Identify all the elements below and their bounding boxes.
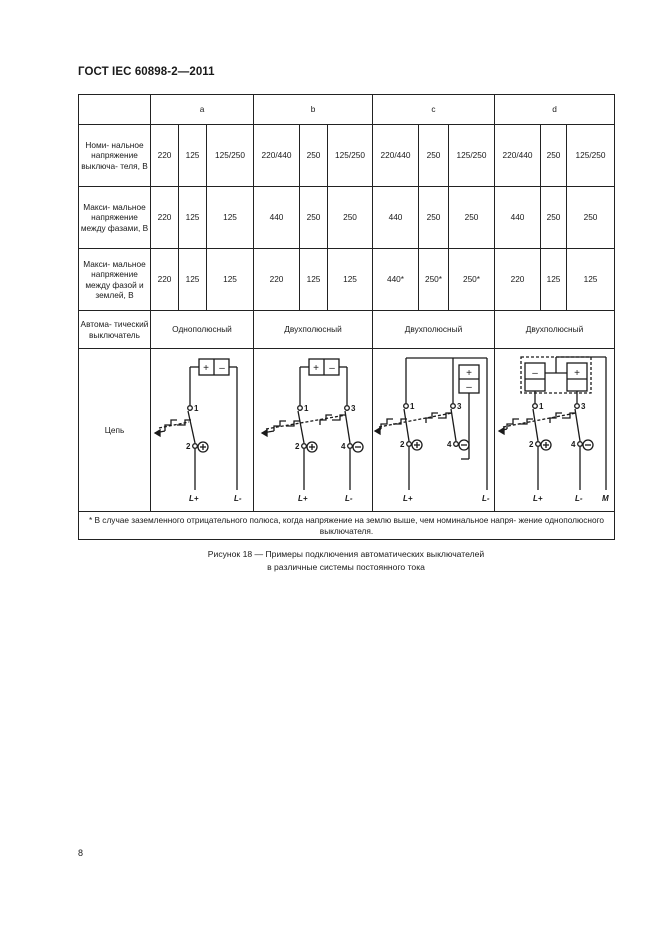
breaker-type-row (79, 311, 615, 349)
table-cell: 440 (495, 187, 541, 249)
corner-cell (79, 95, 151, 125)
battery-plus-label: + (313, 363, 319, 374)
table-cell: 220/440 (495, 125, 541, 187)
terminal-1-label: 1 (410, 402, 415, 411)
table-cell: 125 (179, 249, 207, 311)
battery-minus-label: – (532, 368, 538, 379)
table-cell: 125 (328, 249, 373, 311)
table-cell: 125 (207, 249, 254, 311)
bottom-left-label: L+ (189, 494, 199, 503)
page-number: 8 (78, 848, 84, 858)
battery-plus-label: + (466, 368, 472, 379)
row-label: Цепь (79, 349, 151, 512)
battery-minus-label: – (219, 363, 225, 374)
terminal-icon (451, 404, 456, 409)
table-cell: 125 (300, 249, 328, 311)
terminal-icon (298, 406, 303, 411)
breaker-type-c: Двухполюсный (373, 311, 495, 349)
table-cell: 125 (541, 249, 567, 311)
terminal-icon (404, 404, 409, 409)
bottom-right-label: L- (234, 494, 242, 503)
battery-minus-label: – (466, 382, 472, 393)
table-cell: 220 (151, 187, 179, 249)
table-cell: 125 (207, 187, 254, 249)
terminal-icon (188, 406, 193, 411)
table-cell: 250 (567, 187, 615, 249)
table-cell: 220 (254, 249, 300, 311)
terminal-2-label: 2 (529, 440, 534, 449)
terminal-2-label: 2 (295, 442, 300, 451)
trip-mechanism-icon (274, 421, 286, 431)
caption-line-1: Рисунок 18 — Примеры подключения автоматических выключателей (207, 549, 485, 559)
column-header-a: a (151, 95, 254, 125)
bottom-right-label: L- (345, 494, 353, 503)
footnote-row (79, 512, 615, 540)
table-cell: 220/440 (254, 125, 300, 187)
bottom-mid-label: M (602, 494, 609, 503)
table-cell: 250 (541, 187, 567, 249)
document-header: ГОСТ IEC 60898-2—2011 (78, 66, 215, 78)
table-cell: 125 (179, 187, 207, 249)
table-cell: 125/250 (567, 125, 615, 187)
terminal-4-label: 4 (341, 442, 346, 451)
bottom-right-label: L- (575, 494, 583, 503)
table-row (79, 187, 615, 249)
bottom-left-label: L+ (298, 494, 308, 503)
circuit-diagram-b (254, 349, 373, 512)
table-cell: 125 (179, 125, 207, 187)
battery-plus-label: + (574, 368, 580, 379)
table-cell: 250 (328, 187, 373, 249)
column-header-row (79, 95, 615, 125)
circuit-row (79, 349, 615, 512)
table-cell: 250 (419, 187, 449, 249)
column-header-c: c (373, 95, 495, 125)
switch-blade-icon (188, 411, 195, 443)
table-cell: 250* (449, 249, 495, 311)
table-cell: 220/440 (373, 125, 419, 187)
table-cell: 250 (419, 125, 449, 187)
breaker-type-d: Двухполюсный (495, 311, 615, 349)
battery-minus-label: – (329, 363, 335, 374)
table-row (79, 249, 615, 311)
bottom-left-label: L+ (533, 494, 543, 503)
caption-line-2: в различные системы постоянного тока (267, 561, 425, 572)
terminal-4-label: 4 (447, 440, 452, 449)
terminal-1-label: 1 (539, 402, 544, 411)
table-cell: 125/250 (449, 125, 495, 187)
table-cell: 440* (373, 249, 419, 311)
table-cell: 125/250 (328, 125, 373, 187)
voltage-table (78, 94, 615, 540)
table-cell: 125 (567, 249, 615, 311)
terminal-3-label: 3 (581, 402, 586, 411)
breaker-type-a: Однополюсный (151, 311, 254, 349)
terminal-1-label: 1 (194, 404, 199, 413)
table-cell: 440 (373, 187, 419, 249)
table-cell: 250 (449, 187, 495, 249)
table-cell: 250 (541, 125, 567, 187)
terminal-2-label: 2 (186, 442, 191, 451)
breaker-type-b: Двухполюсный (254, 311, 373, 349)
column-header-b: b (254, 95, 373, 125)
terminal-4-label: 4 (571, 440, 576, 449)
figure-caption (78, 548, 614, 574)
table-cell: 125/250 (207, 125, 254, 187)
row-label: Макси- мальное напряжение между фазой и землей, В (79, 249, 151, 311)
terminal-icon (575, 404, 580, 409)
column-header-d: d (495, 95, 615, 125)
table-cell: 220 (151, 249, 179, 311)
circuit-diagram-a (151, 349, 254, 512)
terminal-3-label: 3 (457, 402, 462, 411)
row-label: Макси- мальное напряжение между фазами, В (79, 187, 151, 249)
terminal-2-label: 2 (400, 440, 405, 449)
terminal-icon (533, 404, 538, 409)
table-cell: 250 (300, 187, 328, 249)
terminal-icon (193, 444, 198, 449)
circuit-diagram-c (373, 349, 495, 512)
footnote: * В случае заземленного отрицательного полюса, когда напряжение на землю выше, чем номинальное напря- жение однополюсного выключателя. (79, 512, 615, 540)
table-cell: 220 (495, 249, 541, 311)
bottom-right-label: L- (482, 494, 490, 503)
terminal-icon (345, 406, 350, 411)
table-row (79, 125, 615, 187)
table-cell: 220 (151, 125, 179, 187)
battery-plus-label: + (203, 363, 209, 374)
bottom-left-label: L+ (403, 494, 413, 503)
row-label: Номи- нальное напряжение выключа- теля, В (79, 125, 151, 187)
circuit-diagram-d (495, 349, 615, 512)
table-cell: 250 (300, 125, 328, 187)
terminal-1-label: 1 (304, 404, 309, 413)
table-cell: 250* (419, 249, 449, 311)
trip-mechanism-icon (507, 419, 519, 429)
table-cell: 440 (254, 187, 300, 249)
terminal-3-label: 3 (351, 404, 356, 413)
row-label: Автома- тический выключатель (79, 311, 151, 349)
